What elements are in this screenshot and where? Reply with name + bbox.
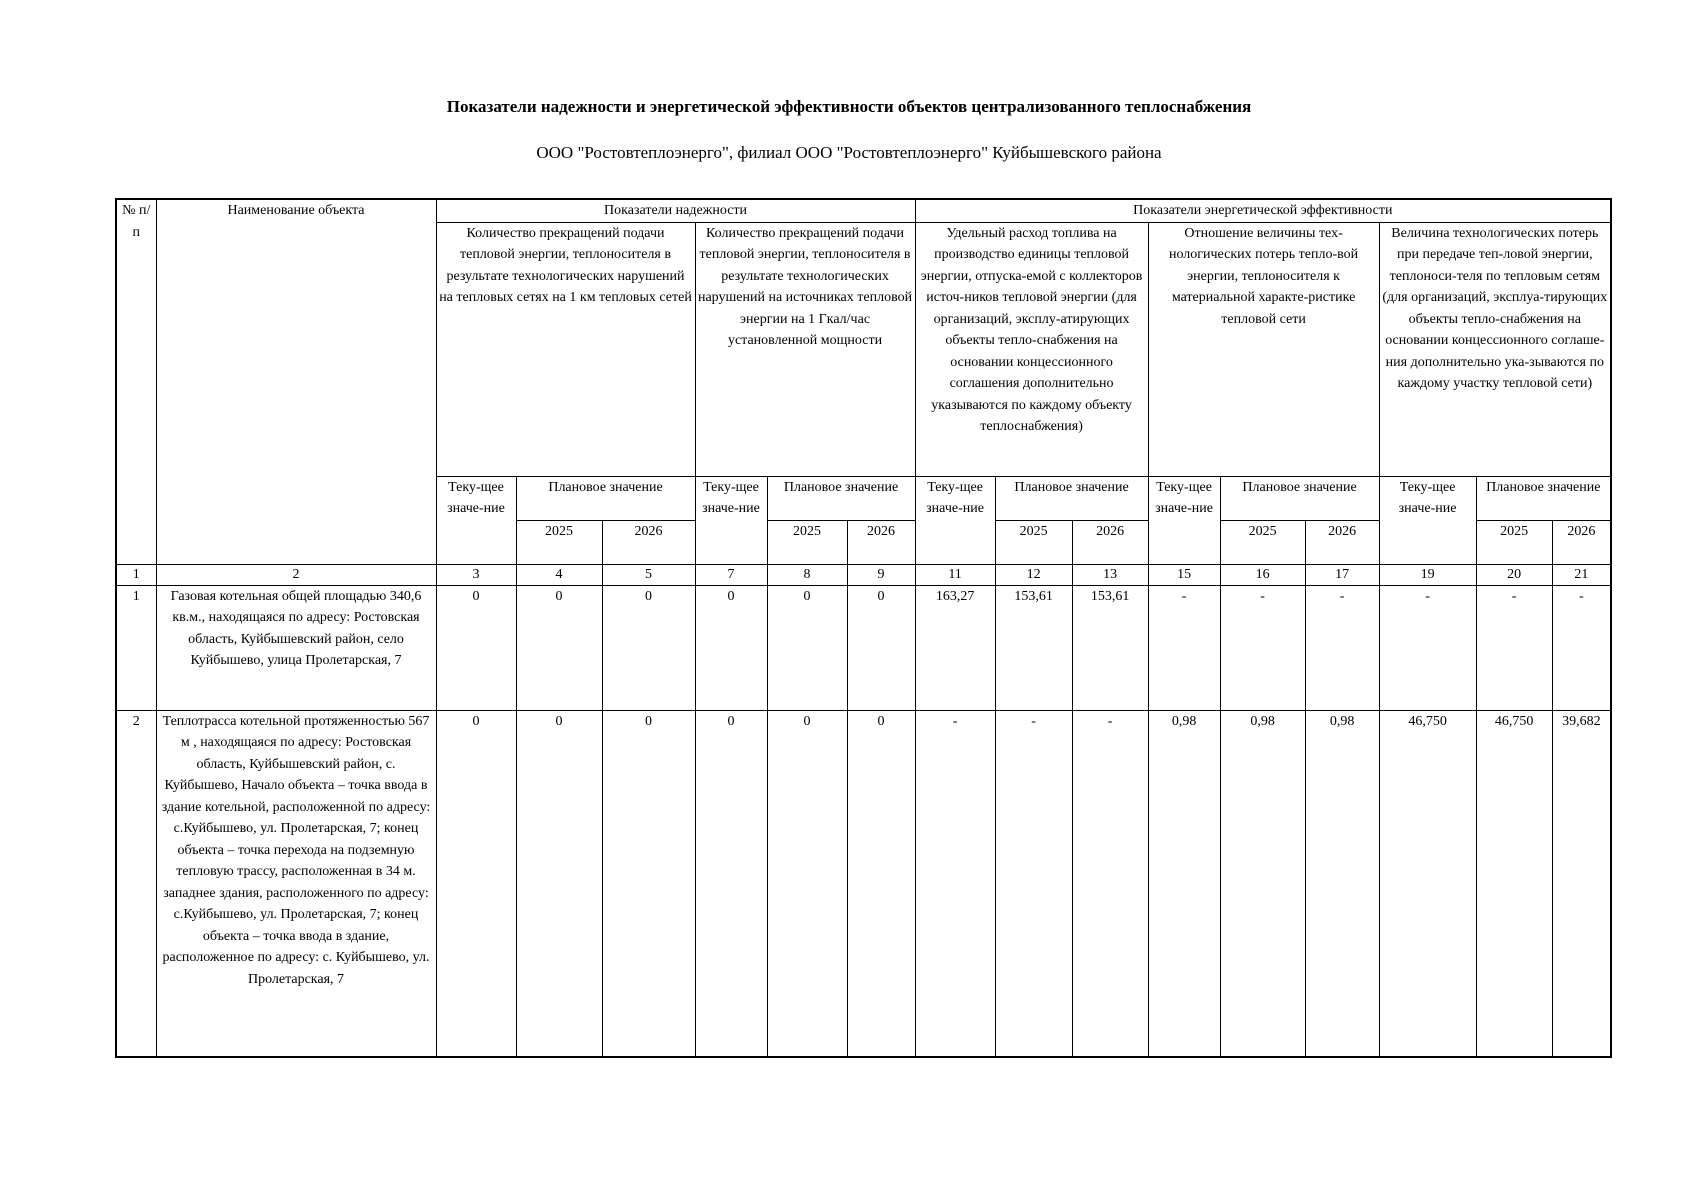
table-row — [116, 710, 1611, 1057]
indicators-table — [115, 198, 1612, 1058]
table-cell: 0 — [847, 710, 915, 1057]
header-current-value: Теку-щее значе-ние — [915, 476, 995, 564]
table-cell: 0 — [436, 710, 516, 1057]
header-group-reliability: Показатели надежности — [436, 199, 915, 222]
header-group-efficiency: Показатели энергетической эффективности — [915, 199, 1611, 222]
header-indicator-4: Отношение величины тех-нологических потерь тепло-вой энергии, теплоносителя к материальной характе-ристике тепловой сети — [1148, 222, 1379, 476]
header-indicator-3: Удельный расход топлива на производство единицы тепловой энергии, отпуска-емой с коллекторов источ-ников тепловой энергии (для организаций, эксплу-атирующих объекты тепло-снабжения на основании концессионного соглашения дополнительно указываются по каждому объекту теплоснабжения) — [915, 222, 1148, 476]
column-number: 17 — [1305, 564, 1379, 585]
table-cell: - — [1148, 585, 1220, 710]
header-planned-value: Плановое значение — [516, 476, 695, 520]
table-cell: - — [1552, 585, 1611, 710]
column-number: 1 — [116, 564, 156, 585]
header-indicator-5: Величина технологических потерь при передаче теп-ловой энергии, теплоноси-теля по тепловым сетям (для организаций, эксплуа-тирующих объекты тепло-снабжения на основании концессионного соглаше-ния дополнительно ука-зываются по каждому участку тепловой сети) — [1379, 222, 1611, 476]
column-number: 8 — [767, 564, 847, 585]
table-cell: 0 — [516, 710, 602, 1057]
header-year-2026: 2026 — [1072, 520, 1148, 564]
header-current-value: Теку-щее значе-ние — [695, 476, 767, 564]
row-number: 1 — [116, 585, 156, 710]
header-num: № п/п — [116, 199, 156, 564]
column-number: 21 — [1552, 564, 1611, 585]
column-number: 13 — [1072, 564, 1148, 585]
table-cell: - — [1220, 585, 1305, 710]
table-cell: 0,98 — [1220, 710, 1305, 1057]
header-current-value: Теку-щее значе-ние — [436, 476, 516, 564]
table-cell: 153,61 — [1072, 585, 1148, 710]
table-cell: 163,27 — [915, 585, 995, 710]
header-year-2025: 2025 — [1220, 520, 1305, 564]
header-year-2025: 2025 — [995, 520, 1072, 564]
header-planned-value: Плановое значение — [1476, 476, 1611, 520]
header-year-2025: 2025 — [1476, 520, 1552, 564]
table-cell: - — [915, 710, 995, 1057]
header-year-2026: 2026 — [602, 520, 695, 564]
object-name: Теплотрасса котельной протяженностью 567 м , находящаяся по адресу: Ростовская область, Куйбышевский район, с. Куйбышево, Начало объекта – точка ввода в здание котельной, расположенной по адресу: с.Куйбышево, ул. Пролетарская, 7; конец объекта – точка перехода на подземную тепловую трассу, расположенная в 34 м. западнее здания, расположенного по адресу: с.Куйбышево, ул. Пролетарская, 7; конец объекта – точка ввода в здание, расположенное по адресу: с. Куйбышево, ул. Пролетарская, 7 — [156, 710, 436, 1057]
column-number: 7 — [695, 564, 767, 585]
header-planned-value: Плановое значение — [767, 476, 915, 520]
column-number: 11 — [915, 564, 995, 585]
column-number: 19 — [1379, 564, 1476, 585]
header-object-name: Наименование объекта — [156, 199, 436, 564]
header-current-value: Теку-щее значе-ние — [1379, 476, 1476, 564]
document-subtitle: ООО "Ростовтеплоэнерго", филиал ООО "Ростовтеплоэнерго" Куйбышевского района — [536, 143, 1162, 162]
table-cell: 0 — [767, 710, 847, 1057]
header-year-2026: 2026 — [847, 520, 915, 564]
table-cell: - — [995, 710, 1072, 1057]
column-number: 5 — [602, 564, 695, 585]
header-indicator-1: Количество прекращений подачи тепловой энергии, теплоносителя в результате технологических нарушений на тепловых сетях на 1 км тепловых сетей — [436, 222, 695, 476]
table-cell: 0 — [767, 585, 847, 710]
table-cell: 0 — [847, 585, 915, 710]
row-number: 2 — [116, 710, 156, 1057]
table-cell: - — [1476, 585, 1552, 710]
document-title: Показатели надежности и энергетической эффективности объектов централизованного теплоснабжения — [446, 97, 1252, 116]
column-number-row — [116, 564, 1611, 585]
table-cell: 0 — [436, 585, 516, 710]
table-cell: 0,98 — [1148, 710, 1220, 1057]
table-cell: 46,750 — [1379, 710, 1476, 1057]
column-number: 2 — [156, 564, 436, 585]
table-cell: 0 — [695, 585, 767, 710]
column-number: 3 — [436, 564, 516, 585]
table-cell: 153,61 — [995, 585, 1072, 710]
table-row — [116, 585, 1611, 710]
header-year-2025: 2025 — [767, 520, 847, 564]
table-cell: 0,98 — [1305, 710, 1379, 1057]
header-indicator-2: Количество прекращений подачи тепловой энергии, теплоносителя в результате технологических нарушений на источниках тепловой энергии на 1 Гкал/час установленной мощности — [695, 222, 915, 476]
table-cell: 46,750 — [1476, 710, 1552, 1057]
column-number: 4 — [516, 564, 602, 585]
table-cell: 39,682 — [1552, 710, 1611, 1057]
header-current-value: Теку-щее значе-ние — [1148, 476, 1220, 564]
header-planned-value: Плановое значение — [995, 476, 1148, 520]
column-number: 15 — [1148, 564, 1220, 585]
column-number: 12 — [995, 564, 1072, 585]
table-cell: 0 — [602, 710, 695, 1057]
header-year-2026: 2026 — [1552, 520, 1611, 564]
table-cell: - — [1305, 585, 1379, 710]
table-cell: 0 — [516, 585, 602, 710]
column-number: 16 — [1220, 564, 1305, 585]
header-year-2025: 2025 — [516, 520, 602, 564]
object-name: Газовая котельная общей площадью 340,6 кв.м., находящаяся по адресу: Ростовская область, Куйбышевский район, село Куйбышево, улица Пролетарская, 7 — [156, 585, 436, 710]
header-year-2026: 2026 — [1305, 520, 1379, 564]
table-cell: - — [1379, 585, 1476, 710]
column-number: 9 — [847, 564, 915, 585]
table-cell: 0 — [602, 585, 695, 710]
column-number: 20 — [1476, 564, 1552, 585]
table-cell: 0 — [695, 710, 767, 1057]
table-cell: - — [1072, 710, 1148, 1057]
header-planned-value: Плановое значение — [1220, 476, 1379, 520]
